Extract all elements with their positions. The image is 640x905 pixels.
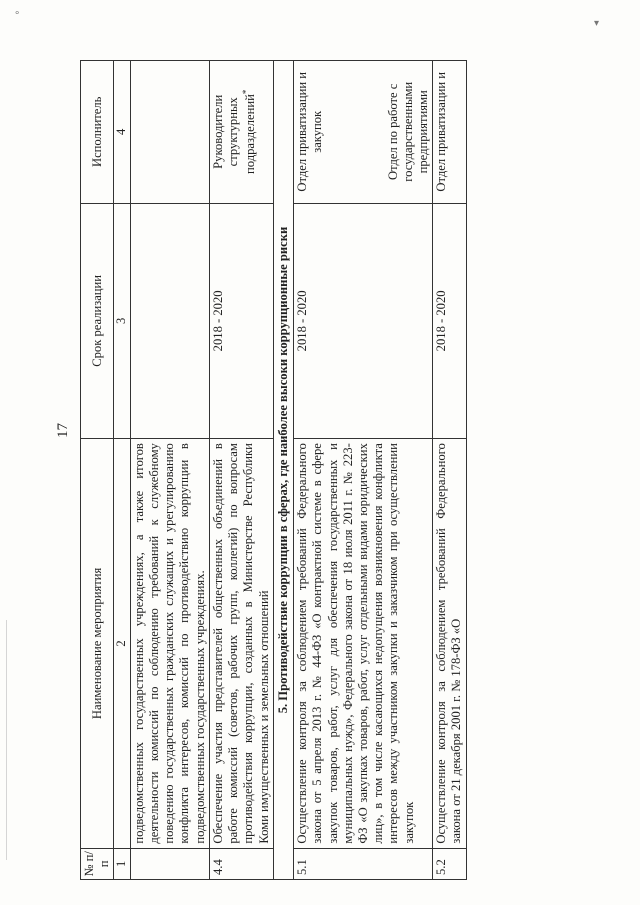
column-number: 4 bbox=[114, 61, 130, 204]
scan-mark-top-right: ▾ bbox=[594, 18, 600, 29]
cell-measure-text: Осуществление контроля за соблюдением требований Федерального закона от 21 декабря 2001 г. № 178-ФЗ «О bbox=[433, 439, 466, 849]
header-term: Срок реализации bbox=[81, 203, 114, 439]
column-number-row bbox=[114, 61, 130, 880]
cell-term bbox=[130, 203, 209, 439]
table-row-5-1 bbox=[294, 61, 433, 880]
cell-executor bbox=[209, 61, 273, 204]
table-header-row bbox=[81, 61, 114, 880]
measures-table bbox=[80, 60, 467, 880]
scan-edge-line bbox=[6, 620, 7, 860]
table-row-4-4 bbox=[209, 61, 273, 880]
cell-measure-text: Обеспечение участия представителей общественных объединений в работе комиссий (советов, рабочих групп, коллегий) по вопросам противодействия коррупции, созданных в Министерстве Республики Коми имущественных и земельных отношений bbox=[209, 439, 273, 849]
executor-procurement: Отдел приватизации и закупок bbox=[295, 71, 325, 192]
cell-executor bbox=[130, 61, 209, 204]
cell-executor: Отдел приватизации и bbox=[433, 61, 466, 204]
cell-executor bbox=[294, 61, 433, 204]
cell-number bbox=[130, 848, 209, 879]
column-number: 2 bbox=[114, 439, 130, 849]
column-number: 1 bbox=[114, 848, 130, 879]
footnote-mark: * bbox=[241, 89, 252, 95]
scan-mark-top-left: ∘ bbox=[14, 8, 21, 19]
cell-number: 5.1 bbox=[294, 848, 433, 879]
cell-number: 5.2 bbox=[433, 848, 466, 879]
table-row-5-2 bbox=[433, 61, 466, 880]
header-number: № п/п bbox=[81, 848, 114, 879]
cell-measure-text: Осуществление контроля за соблюдением требований Федерального закона от 5 апреля 2013 г. № 44-ФЗ «О контрактной системе в сфере закупок товаров, работ, услуг для обеспечения государственных и муниципальных нужд», Федерального закона от 18 июля 2011 г. № 223-ФЗ «О закупках товаров, работ, услуг отдельными видами юридических лиц», в том числе касающихся недопущения возникновения конфликта интересов между участником закупки и заказчиком при осуществлении закупок bbox=[294, 439, 433, 849]
executor-gap bbox=[326, 65, 386, 199]
executor-enterprises: Отдел по работе с государственными предприятиями bbox=[385, 81, 430, 182]
cell-term: 2018 - 2020 bbox=[209, 203, 273, 439]
executor-text: Руководители структурных подразделений bbox=[210, 94, 258, 174]
cell-number: 4.4 bbox=[209, 848, 273, 879]
header-measure-name: Наименование мероприятия bbox=[81, 439, 114, 849]
section-5-heading: 5. Противодействие коррупции в сферах, где наиболее высоки коррупционные риски bbox=[273, 61, 293, 880]
page-number: 17 bbox=[55, 423, 71, 438]
table-row-continued bbox=[130, 61, 209, 880]
column-number: 3 bbox=[114, 203, 130, 439]
cell-term: 2018 - 2020 bbox=[294, 203, 433, 439]
section-heading-row bbox=[273, 61, 293, 880]
cell-measure-text: подведомственных государственных учреждениях, а также итогов деятельности комиссий по соблюдению требований к служебному поведению государственных гражданских служащих и урегулированию конфликта интересов, комиссий по противодействию коррупции в подведомственных государственных учреждениях. bbox=[130, 439, 209, 849]
rotated-page-content bbox=[80, 60, 610, 880]
header-executor: Исполнитель bbox=[81, 61, 114, 204]
cell-term: 2018 - 2020 bbox=[433, 203, 466, 439]
